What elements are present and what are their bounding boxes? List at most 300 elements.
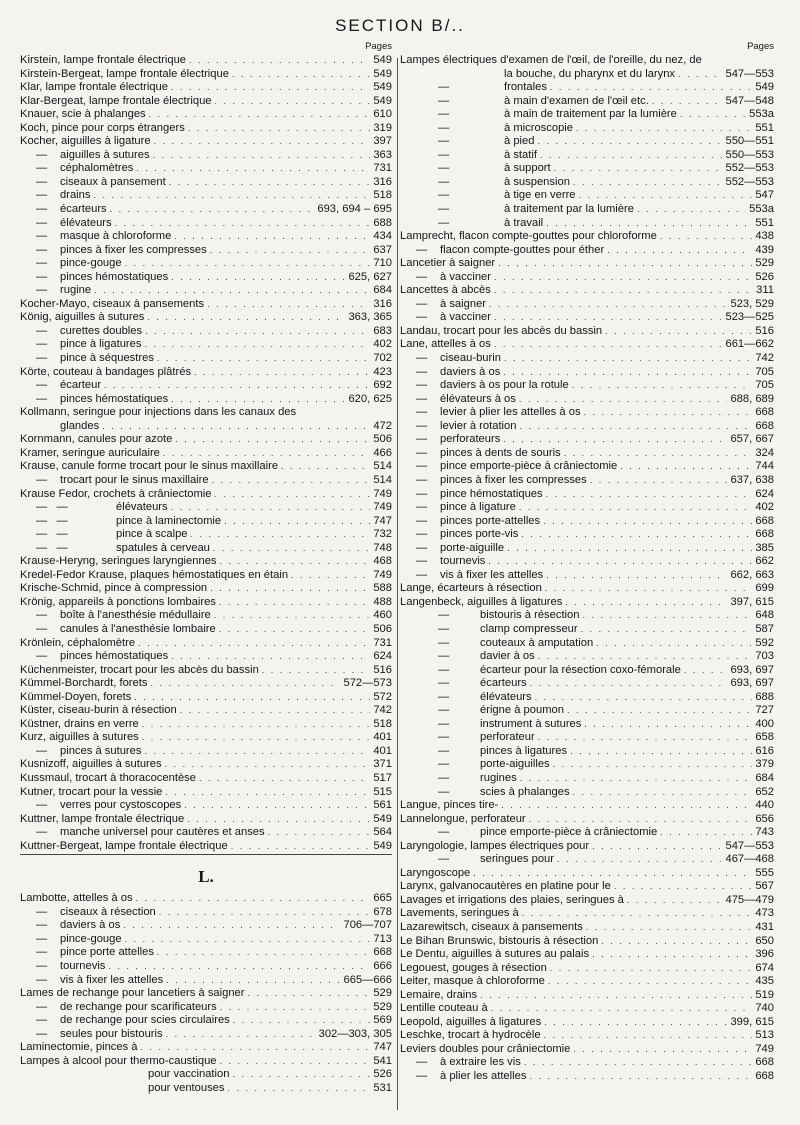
ditto-dash: —	[36, 609, 48, 622]
dot-leader	[614, 880, 752, 894]
dot-leader	[660, 230, 753, 244]
page-number: 513	[755, 1029, 774, 1042]
page-number: 515	[373, 785, 392, 798]
page-number: 668	[755, 1056, 774, 1069]
dot-leader	[488, 555, 752, 569]
page-number: 434	[373, 230, 392, 243]
dot-leader	[627, 894, 723, 908]
dot-leader	[581, 623, 753, 637]
dot-leader	[519, 501, 752, 515]
index-entry	[20, 1068, 392, 1082]
ditto-dash: —	[438, 663, 450, 676]
dot-leader	[553, 758, 753, 772]
dot-leader	[147, 311, 345, 325]
entry-text: rugine	[60, 284, 92, 297]
dot-leader	[520, 772, 753, 786]
entry-text: perforateur	[480, 731, 535, 744]
index-entry	[400, 257, 774, 271]
entry-text: pinces à ligatures	[480, 744, 568, 757]
page-number: 402	[755, 501, 774, 514]
page-number: 678	[373, 905, 392, 918]
entry-text: boîte à l'anesthésie médullaire	[60, 609, 211, 622]
index-entry	[20, 379, 392, 393]
dot-leader	[503, 433, 727, 447]
page-number: 311	[756, 284, 774, 297]
dot-leader	[504, 352, 752, 366]
page-number: 748	[373, 541, 392, 554]
dot-leader	[166, 1028, 316, 1042]
entry-text: ciseau-burin	[440, 352, 501, 365]
entry-text: pince à ligature	[440, 501, 516, 514]
entry-text: pinces hémostatiques	[60, 270, 169, 283]
entry-text: de rechange pour scarificateurs	[60, 1000, 217, 1013]
ditto-dash: —	[416, 392, 428, 405]
entry-text: Laryngologie, lampes électriques pour	[400, 839, 590, 852]
index-entry	[20, 271, 392, 285]
index-entry	[400, 338, 774, 352]
index-entry	[400, 907, 774, 921]
ditto-dash: —	[36, 257, 48, 270]
dot-leader	[165, 758, 371, 772]
entry-text: couteaux à amputation	[480, 636, 594, 649]
ditto-dash: —	[36, 1014, 48, 1027]
index-entry	[400, 826, 774, 840]
entry-text: Kramer, seringue auriculaire	[20, 446, 160, 459]
dot-leader	[159, 906, 371, 920]
page-number: 506	[373, 622, 392, 635]
index-entry	[400, 975, 774, 989]
index-entry	[400, 271, 774, 285]
dot-leader	[138, 637, 370, 651]
index-entry	[20, 623, 392, 637]
entry-text: pince-gouge	[60, 932, 122, 945]
entry-text: Laryngoscope	[400, 866, 471, 879]
entry-text: pinces à fixer les compresses	[440, 473, 587, 486]
ditto-dash: —	[36, 919, 48, 932]
dot-leader	[215, 488, 371, 502]
entry-text: Laminectomie, pinces à	[20, 1041, 138, 1054]
index-list-l	[20, 892, 392, 1095]
index-entry	[20, 433, 392, 447]
dot-leader	[529, 813, 753, 827]
entry-text: Kocher, aiguilles à ligature	[20, 135, 151, 148]
ditto-dash: —	[416, 270, 428, 283]
dot-leader	[228, 1082, 371, 1096]
entry-text: pinces à fixer les compresses	[60, 243, 207, 256]
dot-leader	[213, 542, 370, 556]
entry-text: spatules à cerveau	[116, 541, 210, 554]
entry-text: Lemaire, drains	[400, 988, 478, 1001]
dot-leader	[548, 975, 752, 989]
dot-leader	[537, 135, 722, 149]
ditto-dash: —	[36, 379, 48, 392]
dot-leader	[108, 960, 370, 974]
ditto-dash: —	[36, 216, 48, 229]
index-entry	[20, 704, 392, 718]
index-entry	[20, 406, 392, 420]
ditto-dash: —	[438, 677, 450, 690]
page-number: 302—303, 305	[318, 1027, 392, 1040]
page-number: 551	[755, 216, 774, 229]
entry-text: levier à rotation	[440, 419, 517, 432]
entry-text: pinces à dents de souris	[440, 446, 561, 459]
index-entry	[400, 1002, 774, 1016]
index-entry	[20, 569, 392, 583]
entry-text: Kollmann, seringue pour injections dans les canaux des	[20, 406, 297, 419]
index-entry	[400, 664, 774, 678]
dot-leader	[546, 569, 727, 583]
index-entry	[400, 244, 774, 258]
dot-leader	[268, 826, 371, 840]
page-number: 438	[755, 230, 774, 243]
entry-text: Lannelongue, perforateur	[400, 812, 526, 825]
page-number: 749	[373, 487, 392, 500]
index-entry	[20, 826, 392, 840]
dot-leader	[538, 731, 753, 745]
index-entry	[20, 460, 392, 474]
ditto-dash: —	[416, 541, 428, 554]
page-number: 648	[755, 609, 774, 622]
ditto-dash: —	[36, 175, 48, 188]
dot-leader	[491, 1002, 753, 1016]
dot-leader	[220, 555, 371, 569]
dot-leader	[520, 420, 753, 434]
entry-text: pince à scalpe	[116, 528, 188, 541]
dot-leader	[281, 460, 370, 474]
entry-text: Lavements, seringues à	[400, 907, 519, 920]
index-entry	[400, 650, 774, 664]
dot-leader	[576, 122, 752, 136]
dot-leader	[123, 919, 340, 933]
page-number: 662, 663	[730, 568, 774, 581]
entry-text: manche universel pour cautères et anses	[60, 826, 265, 839]
page-number: 466	[373, 446, 392, 459]
page-number: 518	[373, 717, 392, 730]
index-entry	[20, 650, 392, 664]
page-number: 547—553	[725, 839, 774, 852]
index-entry	[20, 758, 392, 772]
page-number: 666	[373, 960, 392, 972]
index-entry	[400, 393, 774, 407]
dot-leader	[171, 501, 371, 515]
dot-leader	[189, 54, 370, 68]
entry-text: à extraire les vis	[440, 1056, 521, 1069]
dot-leader	[535, 691, 753, 705]
index-entry	[20, 149, 392, 163]
index-entry	[20, 745, 392, 759]
entry-text: à travail	[504, 216, 544, 229]
dot-leader	[210, 244, 371, 258]
entry-text: Krause Fedor, crochets à crâniectomie	[20, 487, 212, 500]
pages-column-label: Pages	[747, 41, 774, 52]
index-entry	[20, 919, 392, 933]
page-number: 549	[373, 94, 392, 107]
ditto-dash: —	[438, 216, 450, 229]
dot-leader	[153, 149, 371, 163]
page-number: 397, 615	[730, 595, 774, 608]
index-entry	[20, 217, 392, 231]
page-number: 472	[373, 419, 392, 432]
page-number: 523, 529	[730, 297, 774, 310]
entry-text: à vacciner	[440, 270, 491, 283]
index-entry	[20, 946, 392, 960]
page-number: 526	[373, 1068, 392, 1081]
index-entry	[400, 867, 774, 881]
page-number: 460	[373, 609, 392, 622]
index-entry	[400, 799, 774, 813]
dot-leader	[194, 366, 370, 380]
ditto-dash: —	[36, 960, 48, 972]
index-entry	[400, 217, 774, 231]
page-number: 564	[373, 826, 392, 839]
dot-leader	[184, 799, 370, 813]
ditto-dash: —	[36, 744, 48, 757]
entry-text: clamp compresseur	[480, 622, 578, 635]
index-entry	[400, 284, 774, 298]
dot-leader	[145, 325, 370, 339]
index-entry	[20, 906, 392, 920]
ditto-dash: —	[438, 135, 450, 148]
dot-leader	[171, 393, 345, 407]
entry-text: Klar, lampe frontale électrique	[20, 81, 169, 94]
index-entry	[20, 731, 392, 745]
entry-text: König, aiguilles à sutures	[20, 311, 145, 324]
dot-leader	[480, 989, 752, 1003]
ditto-dash: —	[36, 905, 48, 918]
entry-text: pinces hémostatiques	[60, 650, 169, 663]
index-entry	[20, 230, 392, 244]
dot-leader	[550, 81, 752, 95]
page-number: 661—662	[725, 338, 774, 351]
ditto-dash: —	[438, 650, 450, 663]
dot-leader	[544, 1029, 753, 1043]
entry-text: Landau, trocart pour les abcès du bassin	[400, 324, 603, 337]
page-number: 740	[755, 1002, 774, 1015]
index-entry	[400, 203, 774, 217]
index-entry	[400, 1056, 774, 1070]
dot-leader	[171, 650, 370, 664]
page-number: 650	[755, 934, 774, 947]
index-entry	[400, 569, 774, 583]
index-entry	[400, 704, 774, 718]
entry-text: ciseaux à résection	[60, 905, 156, 918]
entry-text: seringues pour	[480, 853, 555, 866]
dot-leader	[291, 569, 370, 583]
ditto-dash: —	[416, 365, 428, 378]
entry-text: Kuttner, lampe frontale électrique	[20, 812, 185, 825]
index-entry	[400, 460, 774, 474]
page-number: 549	[373, 812, 392, 825]
page-number: 541	[373, 1054, 392, 1067]
page-number: 553a	[749, 203, 774, 216]
index-entry	[20, 813, 392, 827]
dot-leader	[207, 298, 370, 312]
page-number: 553a	[749, 108, 774, 121]
ditto-dash: —	[36, 148, 48, 161]
index-entry	[400, 515, 774, 529]
letter-heading-l: L.	[198, 867, 214, 887]
index-entry	[400, 420, 774, 434]
index-column-left	[20, 40, 392, 1095]
page-number: 467—468	[725, 853, 774, 866]
dot-leader	[584, 406, 753, 420]
ditto-dash: —	[36, 352, 48, 365]
ditto-dash: —	[438, 81, 450, 94]
index-entry	[400, 122, 774, 136]
entry-text: pour ventouses	[148, 1081, 225, 1094]
page-number: 572—573	[343, 677, 392, 690]
page-number: 399, 615	[730, 1015, 774, 1028]
index-list-right	[400, 54, 774, 1084]
entry-text: Krische-Schmid, pince à compression	[20, 582, 208, 595]
dot-leader	[163, 447, 370, 461]
entry-text: daviers à os	[440, 365, 501, 378]
page-number: 693, 697	[730, 663, 774, 676]
index-entry	[20, 1041, 392, 1055]
index-entry	[20, 81, 392, 95]
entry-text: pince emporte-pièce à crâniectomie	[480, 826, 658, 839]
page-number: 684	[755, 771, 774, 784]
index-entry	[20, 162, 392, 176]
ditto-dash: —	[36, 826, 48, 839]
dot-leader	[494, 284, 753, 298]
ditto-dash: —	[36, 338, 48, 351]
ditto-dash: —	[36, 270, 48, 283]
index-entry	[400, 176, 774, 190]
page-number: 692	[373, 379, 392, 392]
entry-text: à saigner	[440, 297, 487, 310]
dot-leader	[498, 257, 752, 271]
dot-leader	[503, 366, 752, 380]
index-entry	[20, 68, 392, 82]
dot-leader	[529, 1070, 752, 1084]
dot-leader	[215, 95, 371, 109]
page-number: 668	[755, 528, 774, 541]
entry-text: Leopold, aiguilles à ligatures	[400, 1015, 542, 1028]
dot-leader	[605, 325, 752, 339]
dot-leader	[660, 826, 752, 840]
ditto-dash: —	[416, 1056, 428, 1069]
entry-text: pince hémostatiques	[440, 487, 543, 500]
entry-text: canules à l'anesthésie lombaire	[60, 622, 216, 635]
dot-leader	[144, 338, 370, 352]
page-number: 587	[755, 622, 774, 635]
dot-leader	[157, 946, 370, 960]
page-number: 668	[755, 406, 774, 419]
dot-leader	[494, 311, 722, 325]
dot-leader	[592, 948, 752, 962]
dot-leader	[175, 433, 370, 447]
page-number: 749	[373, 568, 392, 581]
entry-text: frontales	[504, 81, 547, 94]
index-entry	[20, 555, 392, 569]
entry-text: la bouche, du pharynx et du larynx	[504, 67, 676, 80]
index-entry	[20, 840, 392, 854]
entry-text: Kümmel-Borchardt, forets	[20, 677, 148, 690]
entry-text: Knauer, scie à phalanges	[20, 108, 146, 121]
page-number: 747	[373, 1041, 392, 1054]
index-entry	[20, 637, 392, 651]
entry-text: Kutner, trocart pour la vessie	[20, 785, 163, 798]
dot-leader	[212, 474, 371, 488]
index-entry	[400, 677, 774, 691]
entry-text: Lane, attelles à os	[400, 338, 491, 351]
dot-leader	[596, 637, 752, 651]
entry-text: de rechange pour scies circulaires	[60, 1014, 230, 1027]
dot-leader	[166, 974, 340, 988]
index-entry	[20, 542, 392, 556]
index-column-right	[400, 40, 774, 1084]
dot-leader	[684, 664, 728, 678]
entry-text: bistouris à résection	[480, 609, 580, 622]
page-number: 569	[373, 1014, 392, 1027]
dot-leader	[507, 542, 752, 556]
dot-leader	[174, 230, 370, 244]
dot-leader	[494, 271, 752, 285]
page-number: 401	[373, 731, 392, 744]
entry-text: Leschke, trocart à hydrocèle	[400, 1029, 541, 1042]
dot-leader	[572, 379, 753, 393]
ditto-dash: —	[36, 189, 48, 202]
entry-text: pinces hémostatiques	[60, 392, 169, 405]
index-entry	[400, 786, 774, 800]
dot-leader	[538, 650, 753, 664]
index-entry	[400, 880, 774, 894]
index-entry	[400, 1016, 774, 1030]
dot-leader	[191, 528, 371, 542]
page-number: 658	[755, 731, 774, 744]
page-number: 379	[755, 758, 774, 771]
entry-text: Kirstein, lampe frontale électrique	[20, 54, 187, 66]
page-number: 547	[755, 189, 774, 202]
entry-text: flacon compte-gouttes pour éther	[440, 243, 605, 256]
ditto-dash: —	[416, 379, 428, 392]
entry-text: Larynx, galvanocautères en platine pour le	[400, 880, 611, 893]
ditto-dash: —	[438, 203, 450, 216]
entry-text: Krause-Heryng, seringues laryngiennes	[20, 555, 217, 568]
ditto-dash: — —	[36, 501, 68, 514]
index-entry	[20, 244, 392, 258]
dot-leader	[199, 772, 370, 786]
entry-text: Lampes électriques d'examen de l'œil, de l'oreille, du nez, de	[400, 54, 702, 66]
page-number: 620, 625	[348, 392, 392, 405]
ditto-dash: —	[438, 731, 450, 744]
page-number: 549	[373, 54, 392, 66]
index-entry	[20, 1001, 392, 1015]
index-entry	[20, 987, 392, 1001]
index-entry	[400, 366, 774, 380]
entry-text: pince-gouge	[60, 257, 122, 270]
index-entry	[20, 960, 392, 974]
entry-text: aiguilles à sutures	[60, 148, 150, 161]
page-number: 713	[373, 932, 392, 945]
dot-leader	[678, 68, 722, 82]
dot-leader	[557, 853, 722, 867]
dot-leader	[150, 677, 340, 691]
index-entry	[20, 677, 392, 691]
dot-leader	[573, 1043, 752, 1057]
dot-leader	[136, 892, 371, 906]
entry-text: perforateurs	[440, 433, 501, 446]
dot-leader	[680, 108, 746, 122]
index-entry	[20, 257, 392, 271]
index-entry	[20, 1055, 392, 1069]
page-number: 402	[373, 338, 392, 351]
index-list-k	[20, 54, 392, 853]
entry-text: écarteur pour la résection coxo-fémorale	[480, 663, 681, 676]
index-entry	[400, 542, 774, 556]
page-number: 693, 697	[730, 677, 774, 690]
